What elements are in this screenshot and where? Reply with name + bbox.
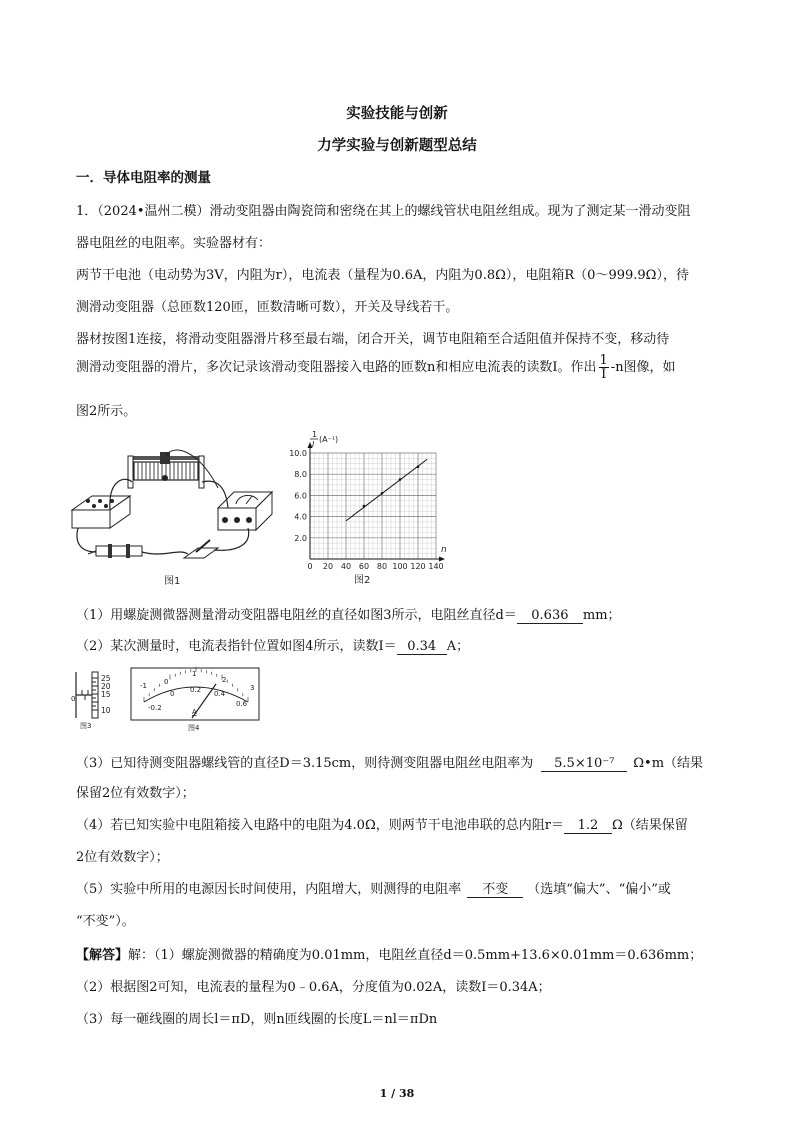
chart-tick-labels bbox=[289, 449, 443, 571]
page-title: 实验技能与创新 bbox=[346, 105, 448, 122]
data-point bbox=[417, 465, 420, 468]
dial-lower-neg: -0.2 bbox=[148, 704, 162, 712]
problem-line-1: 1．（2024•温州二模）滑动变阻器由陶瓷筒和密绕在其上的螺线管状电阻丝组成。现为了测定某一滑动变阻 bbox=[76, 204, 691, 219]
battery-icon bbox=[88, 544, 142, 558]
problem-line-7: 图2所示。 bbox=[76, 404, 137, 419]
y-tick-label: 10.0 bbox=[289, 449, 307, 458]
x-tick-label: 60 bbox=[358, 562, 370, 571]
y-tick-label: 8.0 bbox=[294, 470, 307, 480]
problem-line-6-text: 测滑动变阻器的滑片，多次记录该滑动变阻器接入电路的匝数n和相应电流表的读数I。作出 bbox=[76, 360, 597, 375]
solution-tag: 【解答】 bbox=[76, 948, 129, 963]
question-3 bbox=[76, 752, 703, 772]
rheostat-icon bbox=[128, 452, 204, 488]
dial-lower-label: 0.6 bbox=[236, 700, 248, 708]
question-4-answer: 1.2 bbox=[564, 819, 612, 834]
y-axis-label-numerator: 1 bbox=[312, 430, 318, 439]
x-tick-label: 100 bbox=[392, 562, 408, 571]
fraction-numerator: 1 bbox=[599, 353, 608, 368]
question-1-text: （1）用螺旋测微器测量滑动变阻器电阻丝的直径如图3所示，电阻丝直径d＝ bbox=[76, 608, 517, 623]
question-4-unit: Ω（结果保留 bbox=[611, 818, 688, 833]
y-tick-label: 4.0 bbox=[294, 512, 307, 522]
y-axis-unit: (A⁻¹) bbox=[319, 435, 339, 444]
y-tick-label: 2.0 bbox=[294, 533, 307, 543]
question-2-unit: A； bbox=[446, 639, 470, 654]
solution-line-2: （2）根据图2可知，电流表的量程为0﹣0.6A，分度值为0.02A，读数I＝0.34A； bbox=[76, 980, 551, 995]
thimble-label: 10 bbox=[101, 706, 111, 715]
dial-unit: A bbox=[192, 708, 197, 716]
chart-grid bbox=[310, 453, 436, 559]
switch-icon bbox=[184, 540, 218, 558]
dial-upper-label: 0 bbox=[164, 678, 169, 686]
dial-upper-label: 2 bbox=[222, 676, 227, 684]
figure-2-chart bbox=[280, 428, 452, 588]
problem-line-3: 两节干电池（电动势为3V，内阻为r），电流表（量程为0.6A，内阻为0.8Ω），电阻箱R（0～999.9Ω），待 bbox=[76, 268, 689, 283]
solution-line-1 bbox=[76, 944, 702, 963]
question-3-line-2: 保留2位有效数字）； bbox=[76, 786, 195, 801]
question-5-line-2: “不变”）。 bbox=[76, 914, 135, 929]
question-5-answer: 不变 bbox=[467, 883, 523, 898]
figure-3-caption: 图3 bbox=[80, 722, 92, 730]
thimble-label: 20 bbox=[101, 682, 111, 691]
question-2-answer: 0.34 bbox=[397, 640, 447, 655]
fraction-1-over-i bbox=[599, 354, 609, 381]
thimble-label: 25 bbox=[101, 674, 111, 683]
question-1 bbox=[76, 604, 621, 624]
question-5 bbox=[76, 878, 671, 898]
figure-2-caption: 图2 bbox=[354, 575, 371, 586]
question-5-tail: （选填“偏大”、“偏小”或 bbox=[527, 882, 671, 897]
question-3-text: （3）已知待测变阻器螺线管的直径D＝3.15cm，则待测变阻器电阻丝电阻率为 bbox=[76, 756, 534, 771]
dial-lower-label: 0.4 bbox=[214, 690, 226, 698]
solution-line-3: （3）每一砸线圈的周长l＝πD，则n匝线圈的长度L＝nl＝πDn bbox=[76, 1012, 438, 1027]
question-4-text: （4）若已知实验中电阻箱接入电路中的电阻为4.0Ω，则两节干电池串联的总内阻r＝ bbox=[76, 818, 564, 833]
x-tick-label: 0 bbox=[307, 562, 313, 571]
figure-1-circuit bbox=[68, 448, 276, 588]
x-tick-label: 140 bbox=[428, 562, 444, 571]
solution-text-1: 解：（1）螺旋测微器的精确度为0.01mm，电阻丝直径d＝0.5mm+13.6×0.01mm＝0.636mm； bbox=[128, 948, 703, 963]
x-tick-label: 40 bbox=[340, 562, 352, 571]
y-tick-label: 6.0 bbox=[294, 491, 307, 501]
page-subtitle: 力学实验与创新题型总结 bbox=[317, 137, 477, 154]
micrometer-thimble bbox=[92, 672, 98, 718]
x-axis-arrow bbox=[439, 557, 445, 562]
section-heading: 一．导体电阻率的测量 bbox=[76, 170, 211, 186]
problem-line-4: 测滑动变阻器（总匝数120匝，匝数清晰可数），开关及导线若干。 bbox=[76, 300, 459, 315]
x-tick-label: 120 bbox=[410, 562, 426, 571]
figure-3-micrometer bbox=[70, 668, 126, 730]
data-point bbox=[399, 478, 402, 481]
thimble-label: 15 bbox=[101, 690, 111, 699]
question-4 bbox=[76, 814, 688, 834]
dial-lower-label: 0.2 bbox=[190, 686, 202, 694]
figure-4-ammeter-dial bbox=[130, 666, 262, 732]
figure-4-caption: 图4 bbox=[188, 724, 200, 732]
question-3-answer: 5.5×10⁻⁷ bbox=[541, 757, 627, 772]
resistance-box-icon bbox=[72, 496, 130, 528]
dial-lower-label: 0 bbox=[170, 690, 175, 698]
question-4-line-2: 2位有效数字）； bbox=[76, 850, 169, 865]
question-2-text: （2）某次测量时，电流表指针位置如图4所示，读数I＝ bbox=[76, 639, 397, 654]
data-point bbox=[363, 505, 366, 508]
page-number: 1 / 38 bbox=[379, 1087, 415, 1100]
fraction-denominator: I bbox=[601, 367, 607, 382]
x-axis-label: n bbox=[441, 545, 447, 555]
dial-upper-neg: -1 bbox=[140, 682, 147, 690]
problem-line-2: 器电阻丝的电阻率。实验器材有： bbox=[76, 236, 272, 251]
x-tick-label: 80 bbox=[376, 562, 388, 571]
figure-1-caption: 图1 bbox=[164, 576, 181, 587]
problem-line-6 bbox=[76, 354, 676, 381]
dial-upper-label: 1 bbox=[192, 670, 197, 678]
question-5-text: （5）实验中所用的电源因长时间使用，内阻增大，则测得的电阻率 bbox=[76, 882, 462, 897]
question-1-unit: mm； bbox=[582, 608, 621, 623]
x-tick-label: 20 bbox=[322, 562, 334, 571]
problem-line-5: 器材按图1连接，将滑动变阻器滑片移至最右端，闭合开关，调节电阻箱至合适阻值并保持不变，移动待 bbox=[76, 332, 670, 347]
data-point bbox=[381, 492, 384, 495]
micrometer-zero-label: 0 bbox=[71, 695, 76, 703]
dial-upper-label: 3 bbox=[250, 684, 255, 692]
y-axis-label-denominator: I bbox=[312, 440, 315, 449]
question-2 bbox=[76, 635, 469, 655]
problem-line-6-tail: -n图像，如 bbox=[610, 360, 676, 375]
question-1-answer: 0.636 bbox=[517, 609, 583, 624]
question-3-unit: Ω•m（结果 bbox=[633, 756, 704, 771]
